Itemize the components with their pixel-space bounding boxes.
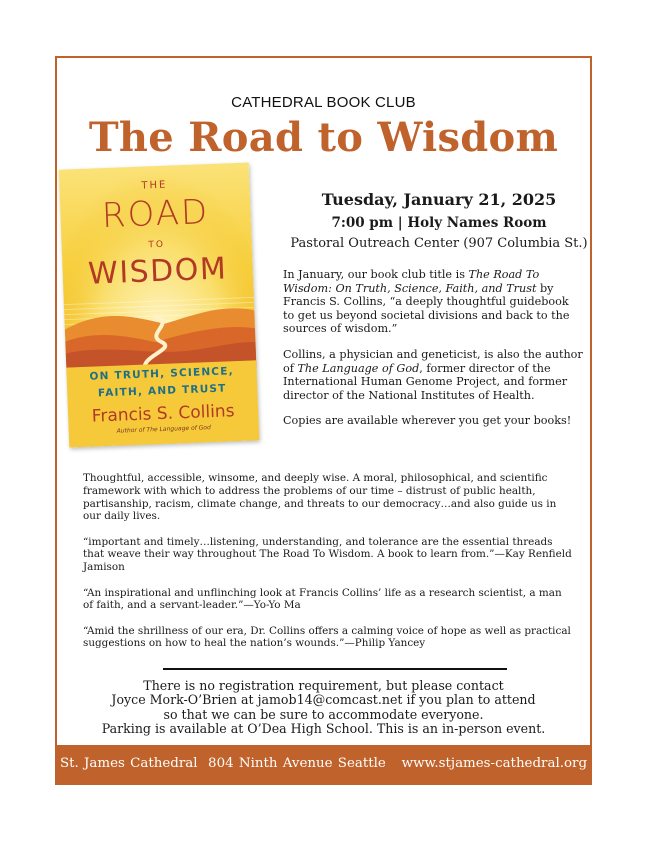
- event-date: Tuesday, January 21, 2025: [321, 190, 557, 209]
- cover-to-text: TO: [148, 239, 166, 251]
- cover-author: Francis S. Collins: [91, 401, 235, 427]
- intro-p1-lead: In January, our book club title is: [283, 268, 469, 281]
- event-time-room: 7:00 pm | Holy Names Room: [331, 215, 547, 231]
- contact-line-1: There is no registration requirement, but please contact: [143, 678, 504, 693]
- cover-author-note: Author of The Language of God: [116, 424, 211, 435]
- intro-p1-tail: by Francis S. Collins, “a deeply thoughtful guidebook to get us beyond societal divisions and back to the sources of wisdom.”: [283, 281, 570, 336]
- review-quote-yancey: “Amid the shrillness of our era, Dr. Collins offers a calming voice of hope as well as practical suggestions on how to heal the nation’s wounds.”—Philip Yancey: [83, 624, 571, 650]
- intro-paragraph-3: Copies are available wherever you get your books!: [283, 414, 572, 428]
- review-quote-ma: “An inspirational and unflinching look at Francis Collins’ life as a research scientist, a man of faith, and a servant-leader.”—Yo-Yo Ma: [83, 586, 562, 612]
- review-quote-jamison: “important and timely…listening, understanding, and tolerance are the essential threads that weave their way throughout The Road To Wisdom. A book to learn from.”—Kay Renfield Jamison: [83, 535, 572, 574]
- cover-wisdom-text: WISDOM: [87, 251, 228, 292]
- intro-paragraph-2: [283, 348, 583, 402]
- footer-text[interactable]: St. James Cathedral 804 Ninth Avenue Seattle www.stjames-cathedral.org: [59, 756, 588, 771]
- contact-line-4: Parking is available at O’Dea High School. This is an in-person event.: [101, 721, 546, 737]
- intro-paragraph-1: [283, 268, 583, 336]
- contact-info: [57, 679, 590, 737]
- divider-line: [163, 668, 507, 670]
- contact-line-3: so that we can be sure to accommodate everyone.: [163, 706, 484, 722]
- book-description: [83, 472, 573, 663]
- flyer-frame: [55, 56, 592, 785]
- description-paragraph: Thoughtful, accessible, winsome, and deeply wise. A moral, philosophical, and scientific framework with which to address the problems of our time – distrust of public health, partisanship, racism, climate change, and threats to our democracy…and also guide us in our daily lives.: [83, 472, 557, 523]
- cover-subtitle: [66, 362, 257, 403]
- contact-line-2[interactable]: Joyce Mork-O’Brien at jamob14@comcast.net if you plan to attend: [111, 692, 536, 708]
- intro-p2-book-title: The Language of God: [297, 361, 420, 375]
- book-cover-image: [59, 162, 260, 447]
- cover-the-text: THE: [141, 179, 168, 192]
- cover-subtitle-line1: ON TRUTH, SCIENCE,: [89, 365, 234, 383]
- intro-p2-tail: , former director of the International Human Genome Project, and former director of the National Institutes of Health.: [283, 361, 568, 402]
- cover-road-text: ROAD: [101, 192, 210, 237]
- footer-bar: [57, 745, 590, 783]
- cover-subtitle-line2: FAITH, AND TRUST: [97, 382, 227, 400]
- intro-p1-book-title: The Road To Wisdom: On Truth, Science, Faith, and Trust: [283, 268, 540, 295]
- event-location: Pastoral Outreach Center (907 Columbia St.): [290, 236, 588, 251]
- intro-p2-lead: Collins, a physician and geneticist, is also the author of: [283, 347, 583, 375]
- book-club-label: CATHEDRAL BOOK CLUB: [231, 94, 416, 111]
- page-title: The Road to Wisdom: [88, 114, 559, 161]
- intro-text: [283, 268, 583, 440]
